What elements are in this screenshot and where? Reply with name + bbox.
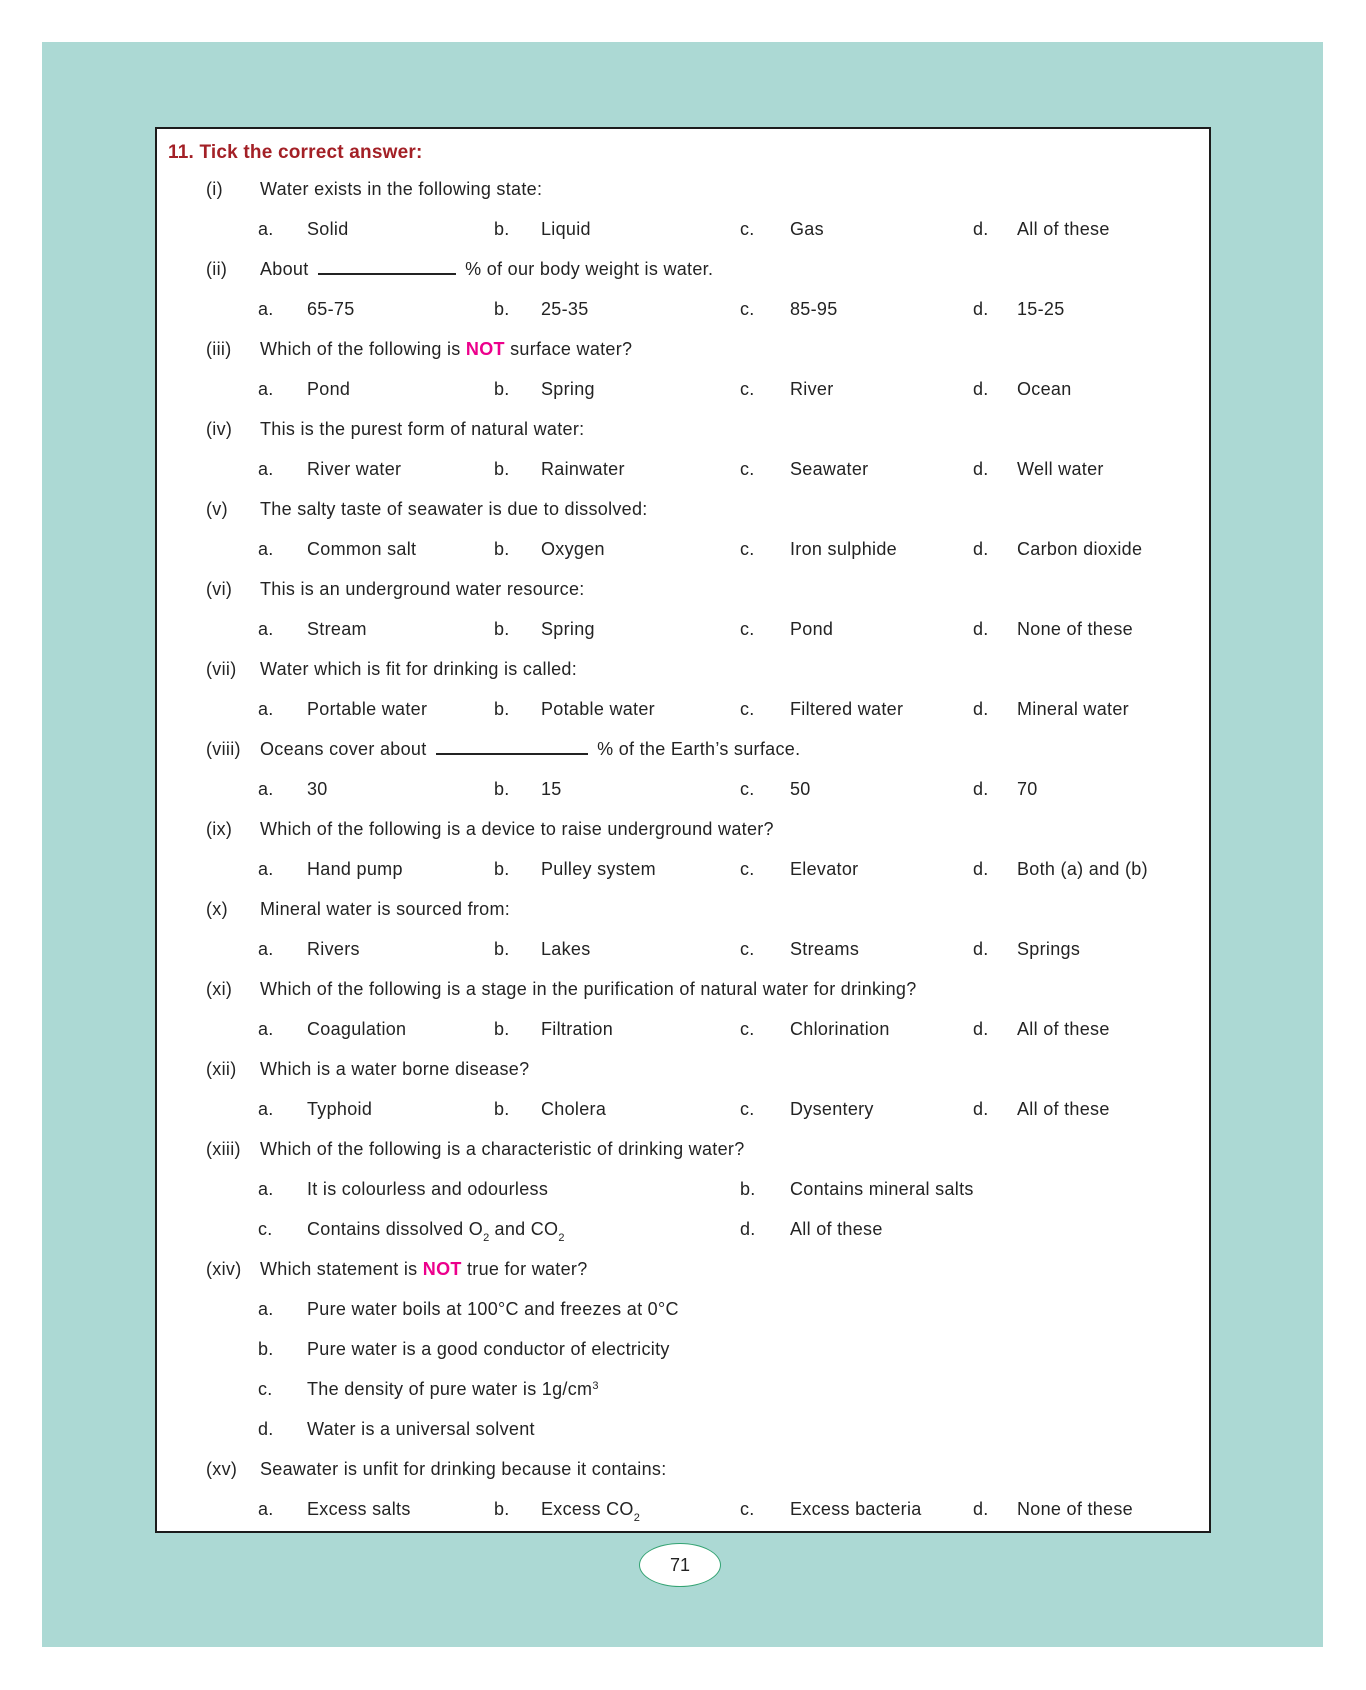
question-number: (i) [206,178,223,199]
option-text [541,219,740,240]
option-text [307,699,494,720]
text-segment: Gas [790,218,824,239]
question-text [260,819,774,840]
option-text [1017,459,1209,480]
question-text [260,258,713,280]
options-row [157,929,1209,969]
option-text [307,1179,740,1200]
text-segment: 70 [1017,778,1038,799]
text-segment: Hand pump [307,858,403,879]
option-letter: b. [494,538,510,559]
option-letter: a. [258,1298,274,1319]
option-text [1017,1099,1209,1120]
text-segment: Elevator [790,858,859,879]
text-segment: Contains mineral salts [790,1178,974,1199]
text-segment [318,258,456,275]
text-segment: 25-35 [541,298,589,319]
question-number: (iii) [206,338,232,359]
options-row [157,1329,1209,1369]
option-letter: a. [258,938,274,959]
option-text [541,1099,740,1120]
option-text [307,1099,494,1120]
options-row [157,289,1209,329]
option-text [307,1019,494,1040]
text-segment: River [790,378,834,399]
option-letter: c. [740,538,755,559]
text-segment: It is colourless and odourless [307,1178,549,1199]
question-text [260,1459,667,1480]
option-letter: b. [494,218,510,239]
option-text [790,1099,973,1120]
option-letter: c. [740,858,755,879]
text-segment: Streams [790,938,860,959]
option-text [1017,299,1209,320]
option-text [1017,779,1209,800]
option-text [541,939,740,960]
text-segment: Seawater is unfit for drinking because it contains: [260,1458,667,1479]
text-segment: Seawater [790,458,869,479]
option-letter: c. [740,778,755,799]
option-text [307,1419,1209,1440]
text-segment: Liquid [541,218,591,239]
text-segment: Which of the following is a device to raise underground water? [260,818,774,839]
option-text [1017,1019,1209,1040]
text-segment: The density of pure water is 1g/cm [307,1378,593,1399]
text-segment: Spring [541,378,595,399]
questions-list [157,169,1209,1529]
question-row [157,489,1209,529]
text-segment: 2 [558,1231,565,1244]
option-letter: c. [740,1098,755,1119]
text-segment: Ocean [1017,378,1072,399]
options-row [157,1009,1209,1049]
option-letter: b. [740,1178,756,1199]
option-letter: a. [258,218,274,239]
text-segment: Rainwater [541,458,625,479]
option-text [790,219,973,240]
question-text [260,659,577,680]
text-segment [436,738,588,755]
option-text [790,1499,973,1520]
option-text [307,539,494,560]
text-segment: Which of the following is a characteristic of drinking water? [260,1138,745,1159]
text-segment: Springs [1017,938,1081,959]
page-number: 71 [669,1554,691,1575]
question-text [260,899,510,920]
option-letter: d. [973,778,989,799]
option-text [307,459,494,480]
text-segment: surface water? [504,338,633,359]
question-number: (vii) [206,658,237,679]
text-segment: true for water? [461,1258,588,1279]
options-row [157,1409,1209,1449]
text-segment: Which of the following is [260,338,466,359]
option-letter: b. [494,378,510,399]
option-text [790,779,973,800]
options-row [157,1369,1209,1409]
text-segment: Typhoid [307,1098,373,1119]
text-segment: All of these [1017,218,1110,239]
question-row [157,1129,1209,1169]
text-segment: Mineral water [1017,698,1129,719]
text-segment: This is the purest form of natural water: [260,418,585,439]
option-letter: c. [740,218,755,239]
question-number: (xiv) [206,1258,242,1279]
question-text [260,179,542,200]
text-segment: 15 [541,778,562,799]
text-segment: Filtration [541,1018,614,1039]
option-letter: b. [494,698,510,719]
question-text [260,1139,745,1160]
option-text [307,1379,1209,1400]
question-number: (xii) [206,1058,237,1079]
option-text [541,619,740,640]
question-number: (vi) [206,578,233,599]
option-letter: a. [258,538,274,559]
text-segment: Which statement is [260,1258,423,1279]
question-row [157,649,1209,689]
option-letter: d. [973,698,989,719]
option-text [307,779,494,800]
option-letter: d. [973,858,989,879]
text-segment: Mineral water is sourced from: [260,898,511,919]
option-text [790,1019,973,1040]
options-row [157,1489,1209,1529]
text-segment: 15-25 [1017,298,1065,319]
text-segment: 85-95 [790,298,838,319]
text-segment: Well water [1017,458,1104,479]
text-segment: Both (a) and (b) [1017,858,1148,879]
question-text [260,499,648,520]
option-text [541,779,740,800]
options-row [157,449,1209,489]
option-letter: c. [740,938,755,959]
option-text [541,379,740,400]
page-number-oval [639,1543,721,1587]
question-row [157,1249,1209,1289]
question-number: (v) [206,498,228,519]
text-segment: This is an underground water resource: [260,578,585,599]
option-letter: c. [740,458,755,479]
option-letter: d. [973,458,989,479]
text-segment: Potable water [541,698,655,719]
option-letter: b. [258,1338,274,1359]
option-letter: d. [258,1418,274,1439]
text-segment: NOT [422,1258,462,1279]
option-letter: d. [973,378,989,399]
text-segment: Portable water [307,698,428,719]
question-box [155,127,1211,1533]
option-letter: c. [740,698,755,719]
text-segment: Stream [307,618,367,639]
question-number: (ii) [206,258,228,279]
option-letter: c. [740,298,755,319]
text-segment: Lakes [541,938,591,959]
option-letter: a. [258,298,274,319]
option-letter: a. [258,1178,274,1199]
option-letter: d. [973,538,989,559]
text-segment: % of the Earth’s surface. [591,739,801,759]
options-row [157,369,1209,409]
option-letter: a. [258,1018,274,1039]
option-text [307,619,494,640]
option-letter: c. [740,1498,755,1519]
question-text [260,579,585,600]
question-number: (ix) [206,818,233,839]
option-letter: a. [258,778,274,799]
question-row [157,1049,1209,1089]
option-text [307,939,494,960]
option-letter: d. [973,298,989,319]
options-row [157,849,1209,889]
text-segment: Filtered water [790,698,904,719]
text-segment: All of these [1017,1018,1110,1039]
option-letter: a. [258,698,274,719]
option-letter: b. [494,778,510,799]
question-text [260,979,917,1000]
option-text [1017,379,1209,400]
options-row [157,1289,1209,1329]
option-letter: b. [494,298,510,319]
question-number: (viii) [206,738,241,759]
option-text [790,939,973,960]
option-text [541,299,740,320]
option-text [790,699,973,720]
options-row [157,609,1209,649]
options-row [157,1169,1209,1209]
option-letter: b. [494,1018,510,1039]
options-row [157,1209,1209,1249]
text-segment: 2 [483,1231,490,1244]
text-segment: All of these [790,1218,883,1239]
option-letter: c. [258,1218,273,1239]
text-segment: Iron sulphide [790,538,897,559]
option-text [541,859,740,880]
text-segment: Water exists in the following state: [260,178,543,199]
text-segment: Contains dissolved O [307,1218,484,1239]
option-letter: b. [494,858,510,879]
question-text [260,1259,588,1280]
question-number: (iv) [206,418,233,439]
question-number: (x) [206,898,228,919]
option-text [790,459,973,480]
option-text [790,1179,1209,1200]
question-text [260,339,632,360]
text-segment: 2 [633,1511,640,1524]
option-text [1017,539,1209,560]
option-letter: d. [973,618,989,639]
text-segment: 50 [790,778,811,799]
text-segment: Coagulation [307,1018,407,1039]
option-text [541,1019,740,1040]
option-text [1017,219,1209,240]
option-text [307,1499,494,1520]
option-text [790,299,973,320]
text-segment: 3 [592,1379,599,1392]
text-segment: Water which is fit for drinking is called: [260,658,578,679]
text-segment: 30 [307,778,328,799]
option-text [1017,1499,1209,1520]
text-segment: Oceans cover about [260,739,432,759]
text-segment: Pure water boils at 100°C and freezes at 0°C [307,1298,679,1319]
question-row [157,729,1209,769]
option-letter: b. [494,938,510,959]
option-letter: b. [494,618,510,639]
text-segment: Cholera [541,1098,607,1119]
question-number: (xiii) [206,1138,241,1159]
question-text [260,419,584,440]
options-row [157,529,1209,569]
text-segment: Excess bacteria [790,1498,922,1519]
option-letter: b. [494,1098,510,1119]
question-row [157,569,1209,609]
question-text [260,1059,529,1080]
text-segment: Dysentery [790,1098,874,1119]
text-segment: All of these [1017,1098,1110,1119]
option-letter: b. [494,458,510,479]
option-letter: a. [258,378,274,399]
options-row [157,689,1209,729]
question-row [157,249,1209,289]
text-segment: Pond [790,618,834,639]
option-letter: d. [973,938,989,959]
option-text [1017,619,1209,640]
text-segment: None of these [1017,618,1133,639]
text-segment: Common salt [307,538,417,559]
option-letter: a. [258,1498,274,1519]
option-letter: a. [258,1098,274,1119]
option-text [790,379,973,400]
option-text [541,459,740,480]
question-row [157,409,1209,449]
text-segment: NOT [465,338,505,359]
option-text [541,539,740,560]
text-segment: Pond [307,378,351,399]
option-text [307,299,494,320]
option-text [541,1498,740,1524]
option-letter: c. [258,1378,273,1399]
option-text [790,539,973,560]
option-letter: a. [258,618,274,639]
text-segment: % of our body weight is water. [459,259,714,279]
text-segment: About [260,259,314,279]
option-letter: d. [740,1218,756,1239]
option-text [790,1219,1209,1240]
option-text [307,1218,740,1244]
option-text [790,619,973,640]
option-text [307,1339,1209,1360]
option-letter: b. [494,1498,510,1519]
text-segment: The salty taste of seawater is due to dissolved: [260,498,648,519]
text-segment: Rivers [307,938,360,959]
option-text [307,219,494,240]
text-segment: Excess salts [307,1498,411,1519]
options-row [157,1089,1209,1129]
text-segment: Pure water is a good conductor of electricity [307,1338,670,1359]
option-text [307,1299,1209,1320]
text-segment: Carbon dioxide [1017,538,1143,559]
option-letter: d. [973,1098,989,1119]
text-segment: Which is a water borne disease? [260,1058,530,1079]
text-segment: Water is a universal solvent [307,1418,535,1439]
text-segment: Excess CO [541,1498,634,1519]
option-letter: d. [973,1498,989,1519]
question-text [260,738,800,760]
text-segment: Which of the following is a stage in the purification of natural water for drinking? [260,978,917,999]
text-segment: Spring [541,618,595,639]
option-letter: a. [258,858,274,879]
text-segment: None of these [1017,1498,1133,1519]
option-text [1017,859,1209,880]
question-row [157,169,1209,209]
text-segment: River water [307,458,402,479]
question-row [157,1449,1209,1489]
options-row [157,769,1209,809]
question-row [157,889,1209,929]
question-row [157,969,1209,1009]
option-letter: c. [740,378,755,399]
option-text [1017,699,1209,720]
option-text [307,379,494,400]
quiz-heading: 11. Tick the correct answer: [168,142,423,163]
question-number: (xi) [206,978,233,999]
question-number: (xv) [206,1458,238,1479]
text-segment: Chlorination [790,1018,890,1039]
text-segment: and CO [489,1218,559,1239]
text-segment: 65-75 [307,298,355,319]
option-text [307,859,494,880]
question-row [157,809,1209,849]
options-row [157,209,1209,249]
text-segment: Pulley system [541,858,656,879]
option-text [1017,939,1209,960]
text-segment: Oxygen [541,538,605,559]
option-letter: c. [740,1018,755,1039]
text-segment: Solid [307,218,349,239]
option-letter: c. [740,618,755,639]
option-letter: d. [973,218,989,239]
option-text [541,699,740,720]
option-text [790,859,973,880]
question-row [157,329,1209,369]
option-letter: d. [973,1018,989,1039]
option-letter: a. [258,458,274,479]
